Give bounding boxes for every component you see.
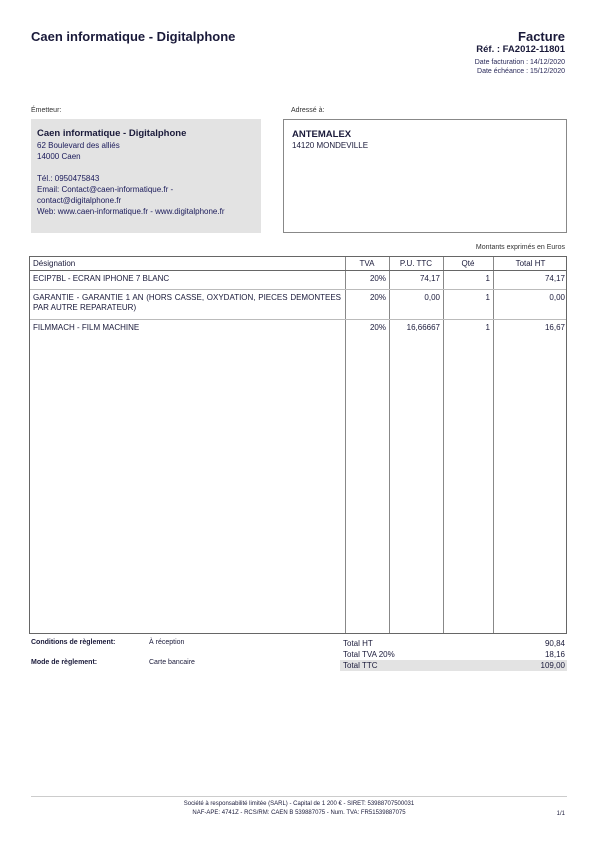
issuer-address-line2: 14000 Caen (37, 152, 81, 161)
row-qty: 1 (485, 274, 490, 283)
total-vat-value: 18,16 (544, 650, 565, 659)
invoice-reference: Réf. : FA2012-11801 (476, 44, 565, 55)
column-header-unit-price: P.U. TTC (399, 259, 433, 268)
row-vat: 20% (369, 274, 386, 283)
row-qty: 1 (485, 293, 490, 302)
row-total: 0,00 (549, 293, 565, 302)
totals-block (340, 638, 567, 671)
row-total: 16,67 (544, 323, 565, 332)
payment-terms-label: Conditions de règlement: (31, 639, 116, 646)
issuer-box (31, 119, 261, 233)
column-header-designation: Désignation (33, 259, 76, 268)
total-ttc-label: Total TTC (343, 661, 378, 670)
row-designation: GARANTIE - GARANTIE 1 AN (HORS CASSE, OXYDATION, PIECES DEMONTEES PAR AUTRE REPARATEUR) (33, 293, 341, 312)
footer-legal-line1: Société à responsabilité limitée (SARL) - Capital de 1 200 € - SIRET: 53988707500031 (183, 801, 415, 807)
issuer-phone: Tél.: 0950475843 (37, 174, 100, 183)
total-vat-row (340, 649, 567, 660)
row-designation: FILMMACH - FILM MACHINE (33, 323, 140, 332)
issuer-spacer (37, 162, 255, 173)
invoice-dates (475, 58, 565, 76)
items-table (29, 256, 567, 634)
currency-note: Montants exprimés en Euros (475, 244, 565, 251)
total-vat-label: Total TVA 20% (343, 650, 395, 659)
row-unit-price: 16,66667 (406, 323, 440, 332)
issuer-email-line1: Email: Contact@caen-informatique.fr - (37, 185, 174, 194)
recipient-box (283, 119, 567, 233)
payment-terms-value: À réception (149, 639, 185, 646)
issuer-name: Caen informatique - Digitalphone (37, 128, 187, 139)
page-number: 1/1 (556, 811, 565, 817)
issuer-web: Web: www.caen-informatique.fr - www.digitalphone.fr (37, 207, 225, 216)
total-ht-value: 90,84 (544, 639, 565, 648)
document-type: Facture (518, 29, 565, 44)
column-header-qty: Qté (461, 259, 475, 268)
row-designation: ECIP7BL - ECRAN IPHONE 7 BLANC (33, 274, 170, 283)
row-vat: 20% (369, 293, 386, 302)
footer-divider (31, 796, 567, 797)
payment-mode-label: Mode de règlement: (31, 659, 98, 666)
column-header-total: Total HT (515, 259, 546, 268)
table-row (30, 290, 566, 320)
row-total: 74,17 (544, 274, 565, 283)
recipient-address: 14120 MONDEVILLE (292, 141, 369, 150)
total-ttc-value: 109,00 (540, 661, 565, 670)
table-row (30, 271, 566, 290)
total-ht-label: Total HT (343, 639, 373, 648)
payment-mode-value: Carte bancaire (149, 659, 195, 666)
row-vat: 20% (369, 323, 386, 332)
due-date: Date échéance : 15/12/2020 (477, 68, 565, 75)
recipient-label: Adressé à: (291, 107, 325, 114)
issuer-label: Émetteur: (31, 107, 62, 114)
company-name: Caen informatique - Digitalphone (31, 29, 236, 44)
row-unit-price: 74,17 (419, 274, 440, 283)
recipient-name: ANTEMALEX (292, 129, 352, 140)
total-ht-row (340, 638, 567, 649)
footer-legal-line2: NAF-APE: 4741Z - RCS/RM: CAEN B 539887075 - Num. TVA: FR51539887075 (192, 810, 406, 816)
issuer-address-line1: 62 Boulevard des alliés (37, 141, 120, 150)
row-unit-price: 0,00 (424, 293, 440, 302)
total-ttc-row (340, 660, 567, 671)
invoice-date: Date facturation : 14/12/2020 (474, 59, 565, 66)
table-row (30, 320, 566, 339)
issuer-email-line2: contact@digitalphone.fr (37, 196, 122, 205)
column-header-vat: TVA (359, 259, 375, 268)
row-qty: 1 (485, 323, 490, 332)
